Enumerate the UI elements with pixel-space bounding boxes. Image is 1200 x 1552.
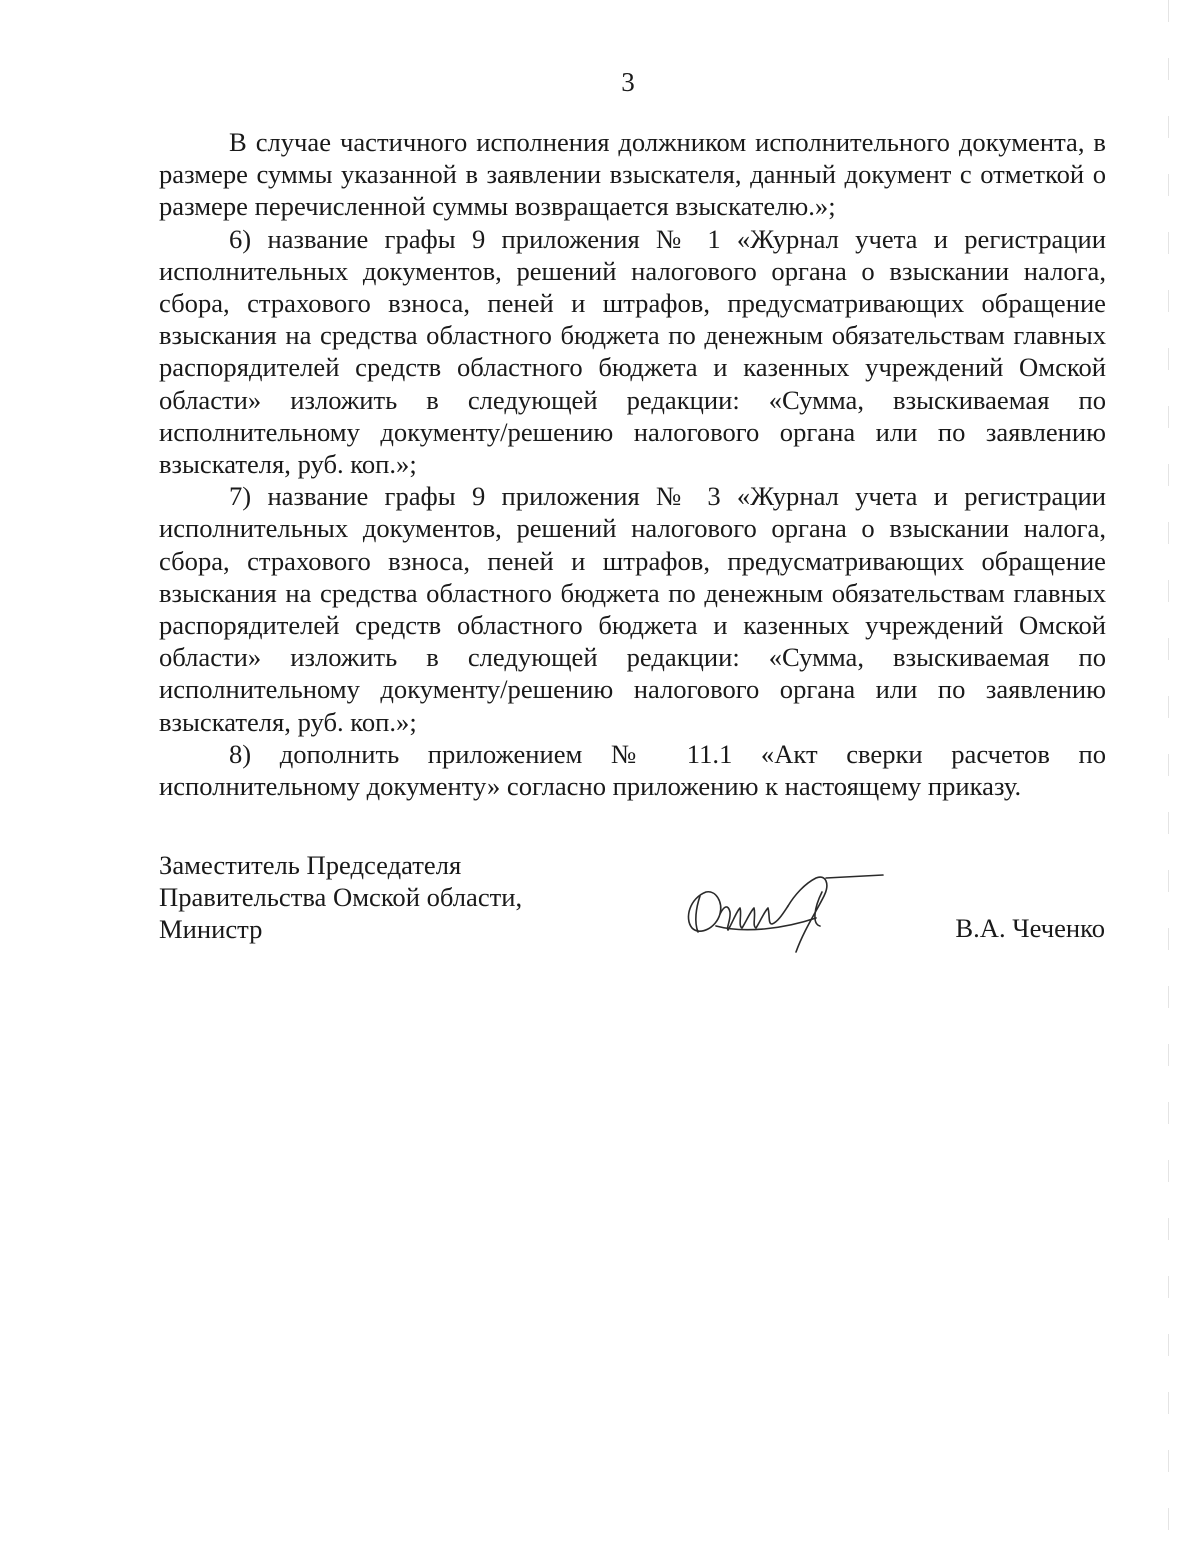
scan-edge-artifact [1168, 0, 1169, 1552]
paragraph-item-7: 7) название графы 9 приложения № 3 «Журнал учета и регистрации исполнительных документов, решений налогового органа о взыскании налога, сбора, страхового взноса, пеней и штрафов, предусматривающих обращение взыскания на средства областного бюджета по денежным обязательствам главных распорядителей средств областного бюджета и казенных учреждений Омской области» изложить в следующей редакции: «Сумма, взыскиваемая по исполнительному документу/решению налогового органа или по заявлению взыскателя, руб. коп.»; [159, 481, 1106, 737]
page-number: 3 [621, 67, 635, 97]
signer-title-line: Министр [159, 914, 263, 945]
document-body [159, 126, 1106, 802]
handwritten-signature [676, 866, 890, 962]
paragraph-partial-execution: В случае частичного исполнения должником исполнительного документа, в размере суммы указанной в заявлении взыскателя, данный документ с отметкой о размере перечисленной суммы возвращается взыскателю.»; [159, 127, 1106, 222]
signer-position [159, 849, 599, 946]
signer-title-line: Правительства Омской области, [159, 882, 523, 913]
signer-name: В.А. Чеченко [955, 913, 1105, 943]
paragraph-item-8: 8) дополнить приложением № 11.1 «Акт сверки расчетов по исполнительному документу» согласно приложению к настоящему приказу. [159, 738, 1106, 802]
paragraph-item-6: 6) название графы 9 приложения № 1 «Журнал учета и регистрации исполнительных документов, решений налогового органа о взыскании налога, сбора, страхового взноса, пеней и штрафов, предусматривающих обращение взыскания на средства областного бюджета по денежным обязательствам главных распорядителей средств областного бюджета и казенных учреждений Омской области» изложить в следующей редакции: «Сумма, взыскиваемая по исполнительному документу/решению налогового органа или по заявлению взыскателя, руб. коп.»; [159, 223, 1106, 480]
signer-title-line: Заместитель Председателя [159, 850, 462, 880]
